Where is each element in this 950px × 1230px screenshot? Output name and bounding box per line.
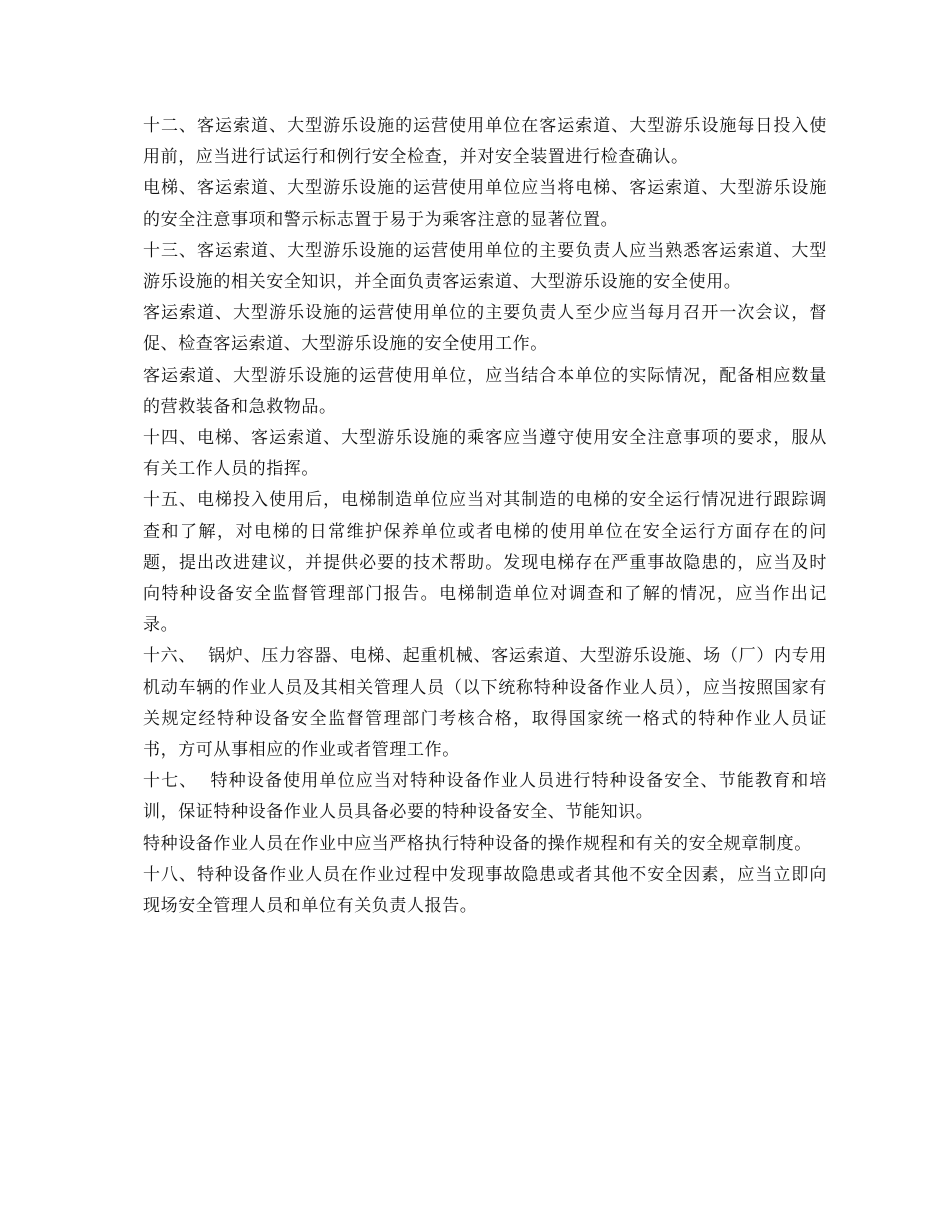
paragraph-safety-notice: 电梯、客运索道、大型游乐设施的运营使用单位应当将电梯、客运索道、大型游乐设施的安全注意事项和警示标志置于易于为乘客注意的显著位置。 [143, 178, 827, 230]
paragraph-article-12: 十二、客运索道、大型游乐设施的运营使用单位在客运索道、大型游乐设施每日投入使用前，应当进行试运行和例行安全检查，并对安全装置进行检查确认。 [143, 116, 827, 168]
paragraph-article-15: 十五、电梯投入使用后，电梯制造单位应当对其制造的电梯的安全运行情况进行跟踪调查和了解，对电梯的日常维护保养单位或者电梯的使用单位在安全运行方面存在的问题，提出改进建议，并提供必要的技术帮助。发现电梯存在严重事故隐患的，应当及时向特种设备安全监督管理部门报告。电梯制造单位对调查和了解的情况，应当作出记录。 [143, 490, 827, 636]
paragraph-article-13: 十三、客运索道、大型游乐设施的运营使用单位的主要负责人应当熟悉客运索道、大型游乐设施的相关安全知识，并全面负责客运索道、大型游乐设施的安全使用。 [143, 240, 827, 293]
paragraph-article-17: 十七、 特种设备使用单位应当对特种设备作业人员进行特种设备安全、节能教育和培训，保证特种设备作业人员具备必要的特种设备安全、节能知识。 [143, 771, 827, 823]
paragraph-monthly-meeting: 客运索道、大型游乐设施的运营使用单位的主要负责人至少应当每月召开一次会议，督促、检查客运索道、大型游乐设施的安全使用工作。 [143, 303, 827, 355]
document-body [143, 111, 827, 922]
paragraph-article-18: 十八、特种设备作业人员在作业过程中发现事故隐患或者其他不安全因素，应当立即向现场安全管理人员和单位有关负责人报告。 [143, 864, 827, 917]
paragraph-operating-rules: 特种设备作业人员在作业中应当严格执行特种设备的操作规程和有关的安全规章制度。 [143, 833, 812, 854]
paragraph-rescue-equipment: 客运索道、大型游乐设施的运营使用单位，应当结合本单位的实际情况，配备相应数量的营救装备和急救物品。 [143, 365, 827, 417]
paragraph-article-16: 十六、 锅炉、压力容器、电梯、起重机械、客运索道、大型游乐设施、场（厂）内专用机动车辆的作业人员及其相关管理人员（以下统称特种设备作业人员），应当按照国家有关规定经特种设备安全监督管理部门考核合格，取得国家统一格式的特种作业人员证书，方可从事相应的作业或者管理工作。 [143, 646, 827, 761]
paragraph-article-14: 十四、电梯、客运索道、大型游乐设施的乘客应当遵守使用安全注意事项的要求，服从有关工作人员的指挥。 [143, 428, 827, 480]
